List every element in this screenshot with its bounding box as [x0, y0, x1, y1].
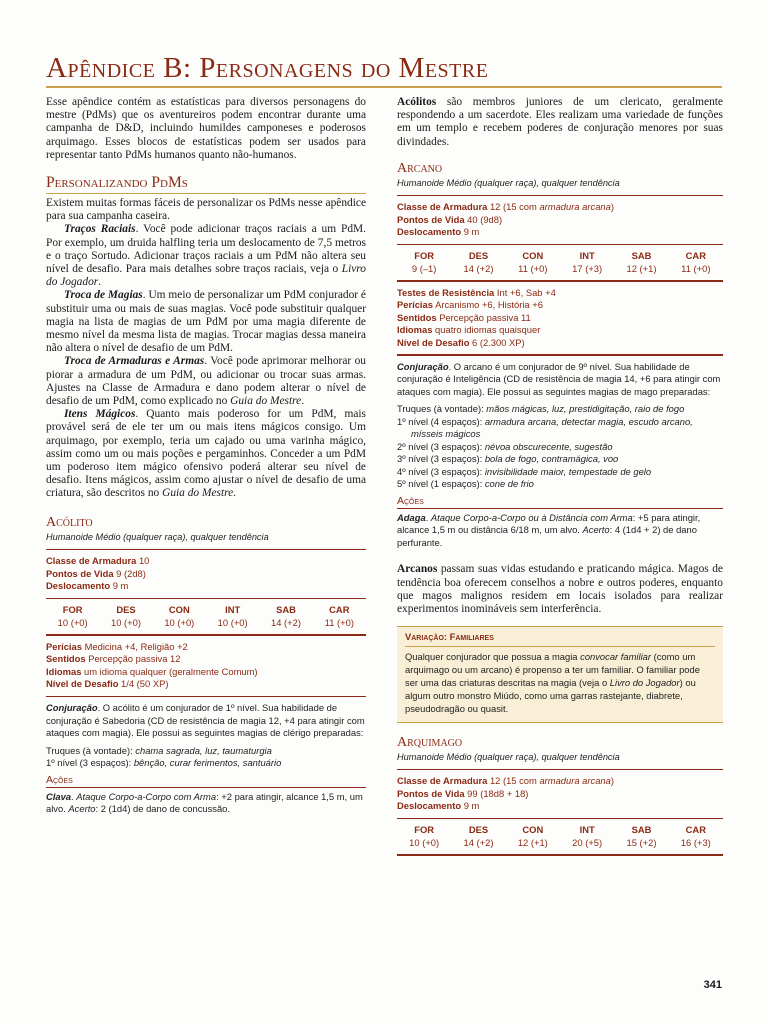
- value: 1/4 (50 XP): [121, 678, 169, 690]
- spell-name: armadura arcana: [539, 775, 611, 787]
- stat-divider: [46, 598, 366, 600]
- speed: [397, 800, 723, 813]
- ability-value: 15 (+2): [626, 836, 657, 848]
- value: 9 (2d8): [116, 567, 146, 579]
- stat-block-name: Arcano: [397, 160, 443, 176]
- spell-level: 1º nível (3 espaços):: [46, 757, 134, 769]
- ability-value: 10 (+0): [164, 616, 195, 628]
- acolytes-description: [397, 96, 723, 149]
- spellcasting-trait: [397, 361, 723, 399]
- label: Sentidos: [46, 653, 86, 665]
- stat-divider: [397, 854, 723, 856]
- ability-value: 10 (+0): [57, 616, 88, 628]
- ability-value: 10 (+0): [409, 836, 440, 848]
- swap-armor-heading: Troca de Armaduras e Armas: [64, 355, 205, 368]
- ability-header: CAR: [685, 250, 706, 262]
- value: Percepção passiva 12: [88, 653, 181, 665]
- description-heading: Acólitos: [397, 96, 437, 108]
- spell-level: 3º nível (3 espaços):: [397, 453, 485, 465]
- value: Arcanismo +6, História +6: [435, 299, 543, 311]
- swap-spells-paragraph: [46, 289, 366, 355]
- spell-row: [46, 745, 366, 758]
- spell-names: invisibilidade maior, tempestade de gelo: [484, 465, 652, 477]
- stat-block-name: Arquimago: [397, 734, 463, 750]
- stat-divider: [397, 195, 723, 197]
- ability-value: 11 (+0): [324, 616, 354, 628]
- spell-names: cone de frio: [484, 478, 534, 490]
- saving-throws: [397, 287, 723, 300]
- description-text: são membros juniores de um clericato, geralmente respondendo a um sacerdote. Eles realizam uma variedade de funções em um templo e recebem poderes de conjuração menores por suas divindades.: [397, 96, 723, 148]
- book-reference: Guia do Mestre: [162, 487, 234, 500]
- swap-spells-text: . Um meio de personalizar um PdM conjurador é substituir uma ou mais de suas magias. Você pode substituir qualquer magia na lista de magias de um PdM por uma magia diferente de mesmo nível da mesma lista de magias. Trocar magias dessa maneira não altera o nível de desafio de um PdM.: [46, 289, 366, 355]
- ability-header: CAR: [685, 824, 706, 836]
- action-type: Ataque Corpo-a-Corpo ou à Distância com Arma: [430, 511, 633, 523]
- label: Deslocamento: [397, 800, 462, 812]
- challenge: [46, 678, 366, 691]
- spellcasting-trait: [46, 702, 366, 740]
- ability-header: FOR: [414, 250, 435, 262]
- hit-points: [397, 214, 723, 227]
- value: um idioma qualquer (geralmente Comum): [84, 665, 258, 677]
- hit-label: Acerto: [582, 524, 610, 536]
- action-entry: Adaga. Ataque Corpo-a-Corpo ou à Distância com Arma: +5 para atingir, alcance 1,5 m ou distância 6/18 m, um alvo. Acerto: 4 (1d4 + 2) de dano perfurante.: [397, 511, 701, 548]
- label: Deslocamento: [397, 226, 462, 238]
- spell-row: [397, 416, 723, 441]
- ability-header: CON: [168, 604, 190, 616]
- book-reference: Livro do Jogador: [609, 677, 680, 689]
- section-heading: Personalizando PdMs: [46, 174, 366, 194]
- label: Testes de Resistência: [397, 286, 495, 298]
- variant-text: [405, 650, 715, 716]
- ability-header: DES: [468, 250, 489, 262]
- challenge: [397, 337, 723, 350]
- page-title: Apêndice B: Personagens do Mestre: [46, 52, 489, 84]
- swap-armor-paragraph: [46, 355, 366, 408]
- ability-value: 14 (+2): [463, 262, 494, 274]
- stat-divider: [46, 549, 366, 551]
- spell-names: mãos mágicas, luz, prestidigitação, raio de fogo: [486, 403, 685, 415]
- right-column: [397, 96, 723, 861]
- trait-text: . O acólito é um conjurador de 1º nível. Sua habilidade de conjuração é Sabedoria (CD de resistência de magia 12, +4 para atingir com ataques com magia). Ele possui as seguintes magias de clérigo preparadas:: [46, 702, 365, 739]
- period: .: [233, 487, 237, 500]
- senses: [46, 653, 366, 666]
- value: Medicina +4, Religião +2: [84, 640, 188, 652]
- ability-header: CON: [522, 250, 544, 262]
- stat-divider: [397, 818, 723, 820]
- value: 99 (18d8 + 18): [467, 787, 529, 799]
- section-intro: Existem muitas formas fáceis de personalizar os PdMs nesse apêndice para sua campanha caseira.: [46, 197, 366, 223]
- label: Deslocamento: [46, 580, 111, 592]
- trait-text: . O arcano é um conjurador de 9º nível. Sua habilidade de conjuração é Inteligência (CD de resistência de magia 14, +6 para atingir com ataques com magia). Ele possui as seguintes magias de mago preparadas:: [397, 360, 721, 397]
- stat-block-name: Acólito: [46, 514, 93, 530]
- value: Percepção passiva 11: [439, 311, 531, 323]
- stat-divider: [397, 244, 723, 246]
- spell-row: [397, 441, 723, 454]
- spell-level: Truques (à vontade):: [397, 403, 487, 415]
- hit-label: Acerto: [68, 803, 96, 815]
- armor-class: [397, 775, 723, 788]
- label: Idiomas: [46, 665, 82, 677]
- label: Nível de Desafio: [397, 336, 470, 348]
- ability-value: 17 (+3): [572, 262, 603, 274]
- period: .: [301, 395, 305, 408]
- ability-value: 20 (+5): [572, 836, 603, 848]
- book-reference: Livro do Jogador: [46, 263, 366, 289]
- skills: [46, 641, 366, 654]
- action-entry: Clava. Ataque Corpo-a-Corpo com Arma: +2 para atingir, alcance 1,5 m, um alvo. Acerto: 2 (1d4) de dano de concussão.: [46, 790, 363, 815]
- spell-list: [46, 745, 366, 770]
- label: Classe de Armadura: [397, 201, 488, 213]
- ability-header: DES: [116, 604, 136, 616]
- spell-row: [397, 403, 723, 416]
- spell-row: [397, 466, 723, 479]
- stat-divider: [397, 280, 723, 282]
- value: 6 (2.300 XP): [472, 336, 525, 348]
- action-name: Clava: [46, 790, 72, 802]
- label: Classe de Armadura: [46, 555, 137, 567]
- spell-row: [397, 478, 723, 491]
- action-name: Adaga: [397, 511, 426, 523]
- label: Perícias: [46, 640, 82, 652]
- racial-traits-text: . Você pode adicionar traços raciais a um PdM. Por exemplo, um druida halfling teria um deslocamento de 7,5 metros e o traço Sortudo. Adicionar traços raciais a um PdM não altera seu nível de desafio. Para mais detalhes sobre traços raciais, veja o: [46, 223, 366, 276]
- ability-scores: [397, 250, 723, 275]
- variant-title: Variação: Familiares: [405, 631, 715, 647]
- value: quatro idiomas quaisquer: [435, 324, 541, 336]
- spell-row: [397, 453, 723, 466]
- value: ): [610, 201, 614, 213]
- ability-header: INT: [225, 604, 241, 616]
- spell-name: convocar familiar: [580, 650, 651, 662]
- stat-block-type: Humanoide Médio (qualquer raça), qualquer tendência: [46, 531, 269, 542]
- magic-items-heading: Itens Mágicos: [64, 408, 136, 421]
- period: .: [98, 276, 102, 289]
- ability-value: 9 (–1): [411, 262, 437, 274]
- hit-points: [46, 568, 366, 581]
- swap-armor-text: . Você pode aprimorar melhorar ou piorar a armadura de um PdM, ou adicionar ou trocar suas armas. Ajustes na Classe de Armadura e dano podem alterar o nível de desafio de um PdM, como explicado no: [46, 355, 366, 408]
- armor-class: [46, 555, 366, 568]
- label: Pontos de Vida: [397, 213, 465, 225]
- senses: [397, 312, 723, 325]
- spell-names: bola de fogo, contramágica, voo: [484, 453, 619, 465]
- ability-value: 12 (+1): [626, 262, 657, 274]
- label: Sentidos: [397, 311, 437, 323]
- stat-divider: [397, 769, 723, 771]
- magic-items-text: . Quanto mais poderoso for um PdM, mais provável será de ele ter um ou mais itens mágicos consigo. Um arquimago, por exemplo, teria um cajado ou uma varinha mágico, assim como um ou mais poções e pergaminhos. Conceder a um PdM um poderoso item mágico ofensivo poderá alterar seu nível de desafio. Itens mágicos, assim como ajustar o nível de desafio de uma criatura, são descritos no: [46, 408, 366, 500]
- variant-text-part: Qualquer conjurador que possua a magia: [405, 650, 581, 662]
- stat-block-type: Humanoide Médio (qualquer raça), qualquer tendência: [397, 177, 620, 188]
- description-text: passam suas vidas estudando e praticando mágica. Magos de tendência boa oferecem conselhos a nobre e outros poderes, enquanto que magos malignos residem em locais isolados para realizar experimentos inomináveis sem interferência.: [397, 563, 723, 615]
- armor-class: [397, 201, 723, 214]
- racial-traits-paragraph: [46, 223, 366, 289]
- ability-header: INT: [579, 824, 595, 836]
- ability-scores: [397, 824, 723, 849]
- spell-names: armadura arcana, detectar magia, escudo arcano, mísseis mágicos: [411, 415, 693, 440]
- label: Nível de Desafio: [46, 678, 119, 690]
- actions-heading: Ações: [46, 774, 366, 788]
- racial-traits-heading: Traços Raciais: [64, 223, 136, 236]
- value: 12 (15 com: [489, 201, 540, 213]
- languages: [397, 324, 723, 337]
- action-type: Ataque Corpo-a-Corpo com Arma: [76, 790, 217, 802]
- languages: [46, 666, 366, 679]
- arcanes-description: [397, 563, 723, 616]
- value: ): [610, 775, 614, 787]
- value: 10: [138, 555, 150, 567]
- ability-value: 11 (+0): [518, 262, 548, 274]
- trait-name: Conjuração: [397, 360, 449, 372]
- spell-names: chama sagrada, luz, taumaturgia: [135, 744, 272, 756]
- ability-value: 16 (+3): [680, 836, 711, 848]
- ability-value: 12 (+1): [517, 836, 548, 848]
- magic-items-paragraph: [46, 408, 366, 500]
- speed: [397, 226, 723, 239]
- swap-spells-heading: Troca de Magias: [64, 289, 143, 302]
- label: Perícias: [397, 299, 433, 311]
- ability-value: 10 (+0): [217, 616, 248, 628]
- spell-level: 2º nível (3 espaços):: [397, 440, 485, 452]
- label: Idiomas: [397, 324, 433, 336]
- spell-level: 1º nível (4 espaços):: [397, 415, 485, 427]
- hit-points: [397, 788, 723, 801]
- value: 12 (15 com: [489, 775, 540, 787]
- stat-divider: [46, 634, 366, 636]
- value: 40 (9d8): [467, 213, 503, 225]
- hit-text: : 2 (1d4) de dano de concussão.: [95, 803, 230, 815]
- title-divider: [46, 86, 722, 88]
- spell-level: 5º nível (1 espaços):: [397, 478, 485, 490]
- ability-value: 11 (+0): [681, 262, 711, 274]
- ability-header: INT: [579, 250, 595, 262]
- book-reference: Guia do Mestre: [230, 395, 302, 408]
- ability-value: 10 (+0): [111, 616, 141, 628]
- spell-names: névoa obscurecente, sugestão: [484, 440, 613, 452]
- left-column: [46, 96, 366, 816]
- stat-divider: [397, 354, 723, 356]
- ability-value: 14 (+2): [271, 616, 301, 628]
- variant-text-part: ) ou algum outro monstro Miúdo, como uma garras rastejante, diabrete, pseudodragão ou quasit.: [405, 677, 696, 715]
- spell-level: Truques (à vontade):: [46, 744, 136, 756]
- action-text: : +2 para atingir, alcance 1,5 m, um alvo.: [46, 790, 363, 815]
- value: 9 m: [463, 226, 480, 238]
- value: 9 m: [463, 800, 480, 812]
- value: 9 m: [112, 580, 129, 592]
- trait-name: Conjuração: [46, 702, 98, 714]
- page-number: 341: [703, 979, 722, 991]
- description-heading: Arcanos: [397, 563, 438, 576]
- intro-paragraph: Esse apêndice contém as estatísticas para diversos personagens do mestre (PdMs) que os aventureiros podem encontrar durante uma campanha de D&D, incluindo humildes camponeses e poderosos arquimago. Esses blocos de estatísticas podem ser usados para representar tanto PdMs humanos quanto não-humanos.: [46, 96, 366, 161]
- speed: [46, 580, 366, 593]
- actions-heading: Ações: [397, 495, 723, 509]
- spell-list: [397, 403, 723, 491]
- ability-scores: [46, 604, 366, 629]
- stat-divider: [46, 696, 366, 698]
- ability-header: CON: [522, 824, 544, 836]
- acolyte-stat-block: [46, 515, 366, 816]
- ability-header: FOR: [414, 824, 435, 836]
- hit-text: : 4 (1d4 + 2) de dano perfurante.: [397, 524, 697, 548]
- spell-row: [46, 757, 366, 770]
- label: Pontos de Vida: [46, 567, 114, 579]
- archmage-stat-block: [397, 735, 723, 856]
- ability-header: SAB: [276, 604, 296, 616]
- skills: [397, 299, 723, 312]
- arcane-stat-block: [397, 161, 723, 550]
- ability-header: SAB: [631, 250, 652, 262]
- familiar-variant-box: [397, 626, 723, 723]
- variant-text-part: (como um arquimago ou um arcano) é propenso a ter um familiar. O familiar pode ser uma das criaturas descritas na magia (veja o: [405, 650, 700, 689]
- label: Classe de Armadura: [397, 775, 488, 787]
- spell-level: 4º nível (3 espaços):: [397, 465, 485, 477]
- value: Int +6, Sab +4: [496, 286, 556, 298]
- ability-header: SAB: [631, 824, 652, 836]
- action-text: : +5 para atingir, alcance 1,5 m ou distância 6/18 m, um alvo.: [397, 511, 701, 536]
- ability-header: FOR: [62, 604, 83, 616]
- spell-names: bênção, curar ferimentos, santuário: [133, 757, 282, 769]
- ability-value: 14 (+2): [463, 836, 494, 848]
- ability-header: DES: [468, 824, 489, 836]
- stat-block-type: Humanoide Médio (qualquer raça), qualquer tendência: [397, 751, 620, 762]
- label: Pontos de Vida: [397, 787, 465, 799]
- ability-header: CAR: [329, 604, 350, 616]
- spell-name: armadura arcana: [539, 201, 611, 213]
